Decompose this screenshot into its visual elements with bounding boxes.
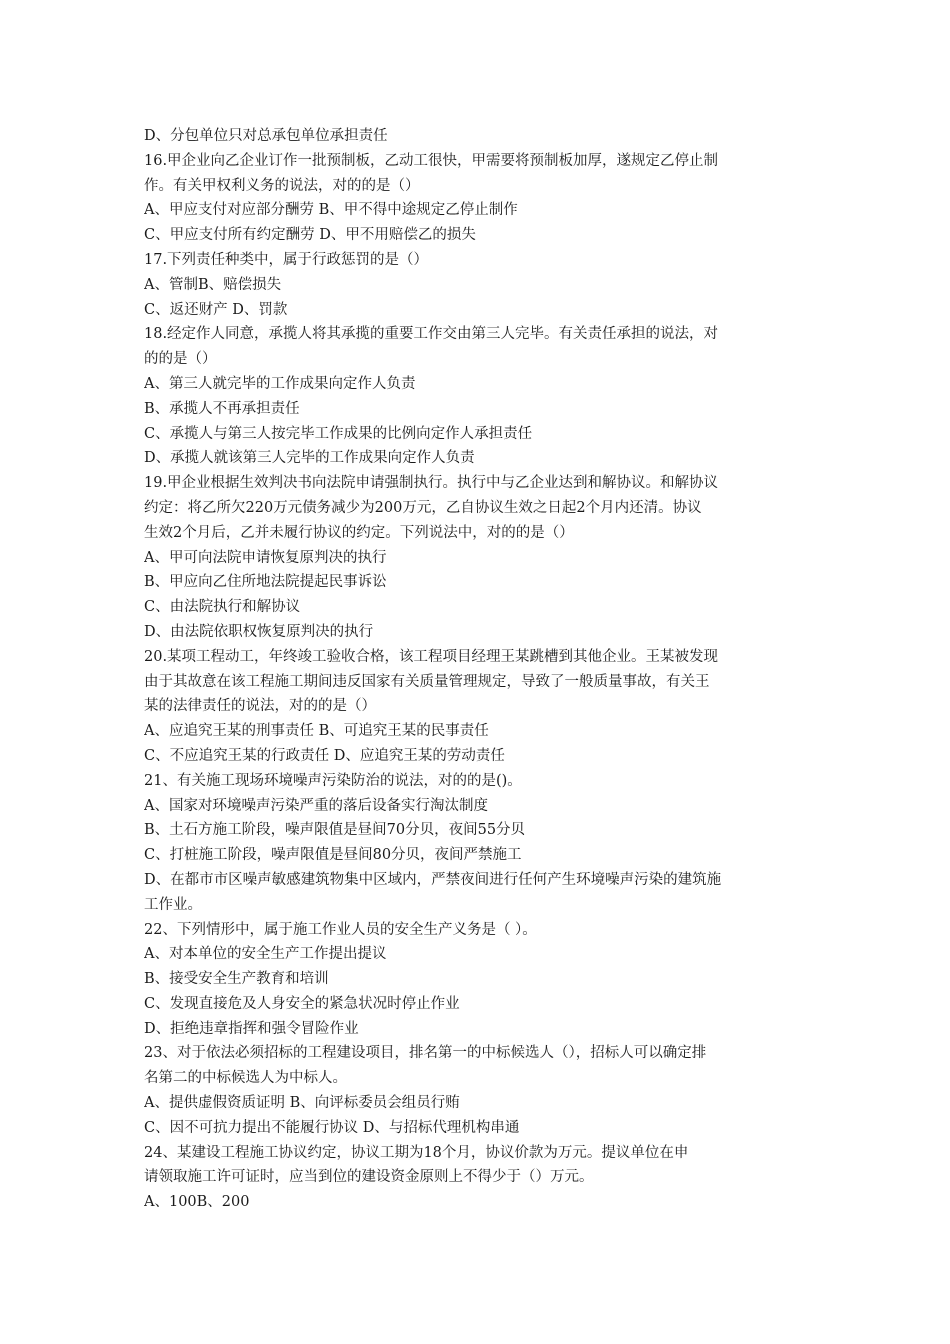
option-line: D、在都市市区噪声敏感建筑物集中区域内，严禁夜间进行任何产生环境噪声污染的建筑施 xyxy=(144,871,722,888)
text-line: 工作业。 xyxy=(144,896,202,913)
document-page xyxy=(144,124,814,1215)
question-22: 22、下列情形中，属于施工作业人员的安全生产义务是（ ）。 xyxy=(144,921,537,938)
question-18: 18.经定作人同意，承揽人将其承揽的重要工作交由第三人完毕。有关责任承担的说法，对 xyxy=(144,326,719,343)
text-line: 名第二的中标候选人为中标人。 xyxy=(144,1070,347,1087)
option-line: C、发现直接危及人身安全的紧急状况时停止作业 xyxy=(144,995,460,1012)
option-line: A、国家对环境噪声污染严重的落后设备实行淘汰制度 xyxy=(144,797,488,814)
question-17: 17.下列责任种类中，属于行政惩罚的是（） xyxy=(144,251,429,268)
option-line: A、对本单位的安全生产工作提出提议 xyxy=(144,946,387,963)
text-line: 请领取施工许可证时，应当到位的建设资金原则上不得少于（）万元。 xyxy=(144,1169,594,1186)
text-line: D、分包单位只对总承包单位承担责任 xyxy=(144,128,388,144)
option-line: C、因不可抗力提出不能履行协议 D、与招标代理机构串通 xyxy=(144,1119,520,1136)
option-line: A、甲应支付对应部分酬劳 B、甲不得中途规定乙停止制作 xyxy=(144,202,518,219)
text-line: 作。有关甲权利义务的说法，对的的是（） xyxy=(144,177,420,194)
option-line: B、土石方施工阶段，噪声限值是昼间70分贝，夜间55分贝 xyxy=(144,822,526,839)
option-line: C、打桩施工阶段，噪声限值是昼间80分贝，夜间严禁施工 xyxy=(144,847,522,864)
text-line: 由于其故意在该工程施工期间违反国家有关质量管理规定，导致了一般质量事故，有关王 xyxy=(144,673,710,690)
option-line: A、应追究王某的刑事责任 B、可追究王某的民事责任 xyxy=(144,723,489,740)
option-line: B、接受安全生产教育和培训 xyxy=(144,971,329,988)
text-line: 生效2个月后，乙并未履行协议的约定。下列说法中，对的的是（） xyxy=(144,524,574,541)
option-line: C、返还财产 D、罚款 xyxy=(144,301,288,318)
option-line: B、甲应向乙住所地法院提起民事诉讼 xyxy=(144,574,387,591)
question-21: 21、有关施工现场环境噪声污染防治的说法，对的的是()。 xyxy=(144,772,522,789)
question-19: 19.甲企业根据生效判决书向法院申请强制执行。执行中与乙企业达到和解协议。和解协议 xyxy=(144,475,719,492)
question-20: 20.某项工程动工，年终竣工验收合格，该工程项目经理王某跳槽到其他企业。王某被发现 xyxy=(144,648,719,665)
text-line: 约定：将乙所欠220万元债务减少为200万元，乙自协议生效之日起2个月内还清。协议 xyxy=(144,499,702,516)
question-23: 23、对于依法必须招标的工程建设项目，排名第一的中标候选人（），招标人可以确定排 xyxy=(144,1045,707,1062)
option-line: C、甲应支付所有约定酬劳 D、甲不用赔偿乙的损失 xyxy=(144,227,476,244)
option-line: A、第三人就完毕的工作成果向定作人负责 xyxy=(144,375,416,392)
option-line: C、不应追究王某的行政责任 D、应追究王某的劳动责任 xyxy=(144,747,505,764)
option-line: D、承揽人就该第三人完毕的工作成果向定作人负责 xyxy=(144,450,475,467)
text-line: 的的是（） xyxy=(144,351,217,368)
option-line: A、100B、200 xyxy=(144,1194,250,1211)
option-line: B、承揽人不再承担责任 xyxy=(144,400,300,417)
option-line: D、由法院依职权恢复原判决的执行 xyxy=(144,623,374,640)
option-line: A、管制B、赔偿损失 xyxy=(144,276,282,293)
option-line: A、甲可向法院申请恢复原判决的执行 xyxy=(144,549,387,566)
text-line: 某的法律责任的说法，对的的是（） xyxy=(144,698,376,715)
option-line: C、承揽人与第三人按完毕工作成果的比例向定作人承担责任 xyxy=(144,425,533,442)
question-24: 24、某建设工程施工协议约定，协议工期为18个月，协议价款为万元。提议单位在申 xyxy=(144,1144,689,1161)
option-line: D、拒绝违章指挥和强令冒险作业 xyxy=(144,1020,359,1037)
question-16: 16.甲企业向乙企业订作一批预制板，乙动工很快，甲需要将预制板加厚，遂规定乙停止制 xyxy=(144,152,719,169)
option-line: C、由法院执行和解协议 xyxy=(144,599,301,616)
option-line: A、提供虚假资质证明 B、向评标委员会组员行贿 xyxy=(144,1095,460,1112)
